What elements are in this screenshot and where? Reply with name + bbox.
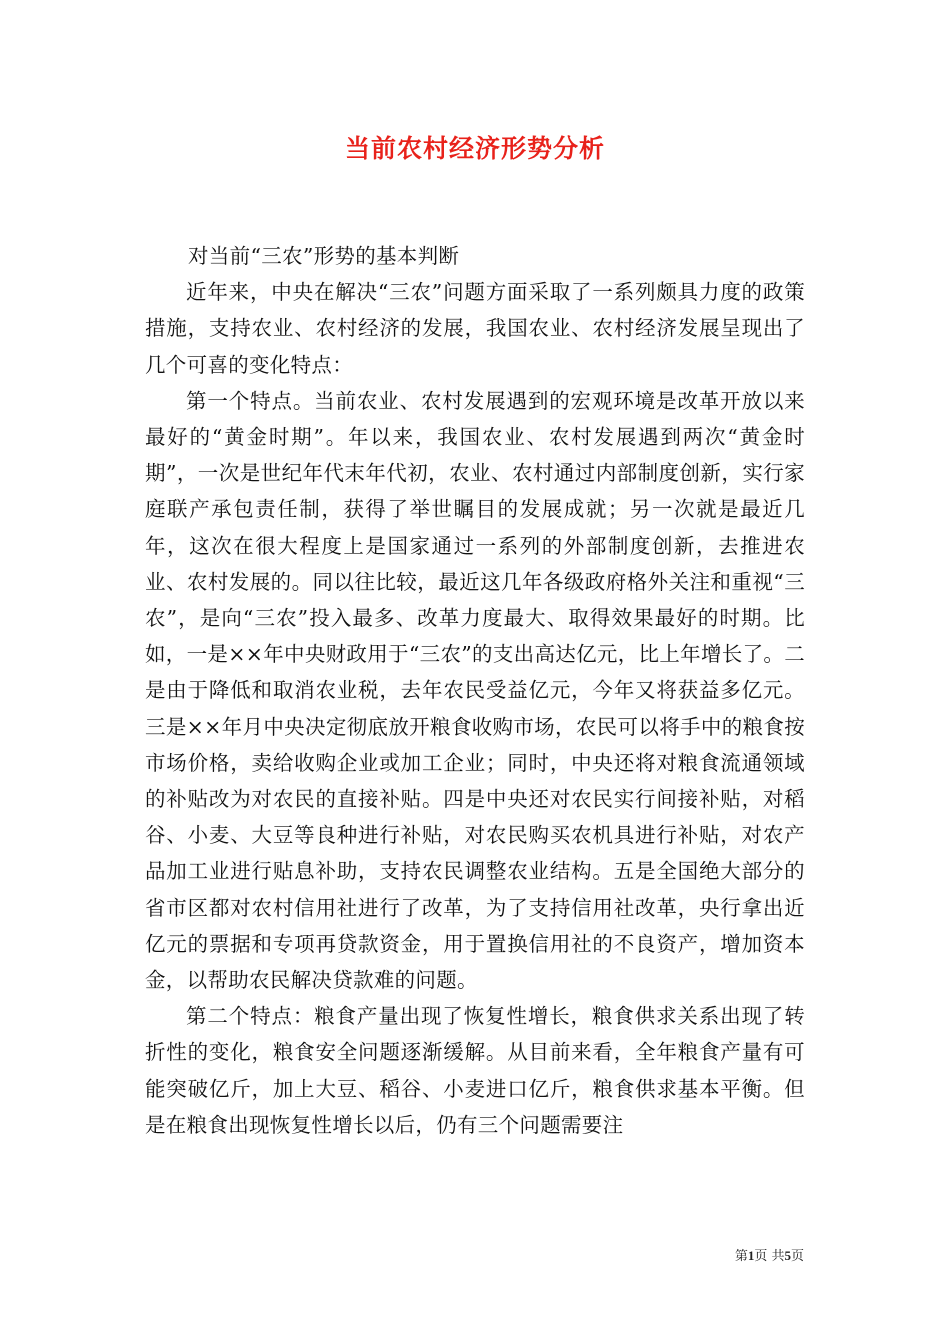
document-title: 当前农村经济形势分析 bbox=[344, 134, 605, 163]
footer-middle: 页 共 bbox=[754, 1249, 785, 1264]
paragraph-feature-one: 第一个特点。当前农业、农村发展遇到的宏观环境是改革开放以来最好的“黄金时期”。年以来，我国农业、农村发展遇到两次“黄金时期”，一次是世纪年代末年代初，农业、农村通过内部制度创新，实行家庭联产承包责任制，获得了举世瞩目的发展成就；另一次就是最近几年，这次在很大程度上是国家通过一系列的外部制度创新，去推进农业、农村发展的。同以往比较，最近这几年各级政府格外关注和重视“三农”，是向“三农”投入最多、改革力度最大、取得效果最好的时期。比如，一是××年中央财政用于“三农”的支出高达亿元，比上年增长了。二是由于降低和取消农业税，去年农民受益亿元，今年又将获益多亿元。三是××年月中央决定彻底放开粮食收购市场，农民可以将手中的粮食按市场价格，卖给收购企业或加工企业；同时，中央还将对粮食流通领域的补贴改为对农民的直接补贴。四是中央还对农民实行间接补贴，对稻谷、小麦、大豆等良种进行补贴，对农民购买农机具进行补贴，对农产品加工业进行贴息补助，支持农民调整农业结构。五是全国绝大部分的省市区都对农村信用社进行了改革，为了支持信用社改革，央行拿出近亿元的票据和专项再贷款资金，用于置换信用社的不良资产，增加资本金，以帮助农民解决贷款难的问题。 bbox=[145, 388, 805, 993]
footer-suffix: 页 bbox=[790, 1249, 804, 1264]
section-heading: 对当前“三农”形势的基本判断 bbox=[188, 244, 460, 268]
footer-total-pages: 5 bbox=[784, 1248, 791, 1263]
paragraph-intro: 近年来，中央在解决“三农”问题方面采取了一系列颇具力度的政策措施，支持农业、农村经济的发展，我国农业、农村经济发展呈现出了几个可喜的变化特点： bbox=[145, 280, 805, 377]
paragraph-feature-two: 第二个特点：粮食产量出现了恢复性增长，粮食供求关系出现了转折性的变化，粮食安全问题逐渐缓解。从目前来看，全年粮食产量有可能突破亿斤，加上大豆、稻谷、小麦进口亿斤，粮食供求基本平衡。但是在粮食出现恢复性增长以后，仍有三个问题需要注 bbox=[145, 1004, 805, 1137]
page-footer bbox=[735, 1245, 804, 1264]
document-body bbox=[145, 238, 805, 1143]
footer-prefix: 第 bbox=[734, 1249, 748, 1264]
footer-current-page: 1 bbox=[747, 1248, 755, 1263]
